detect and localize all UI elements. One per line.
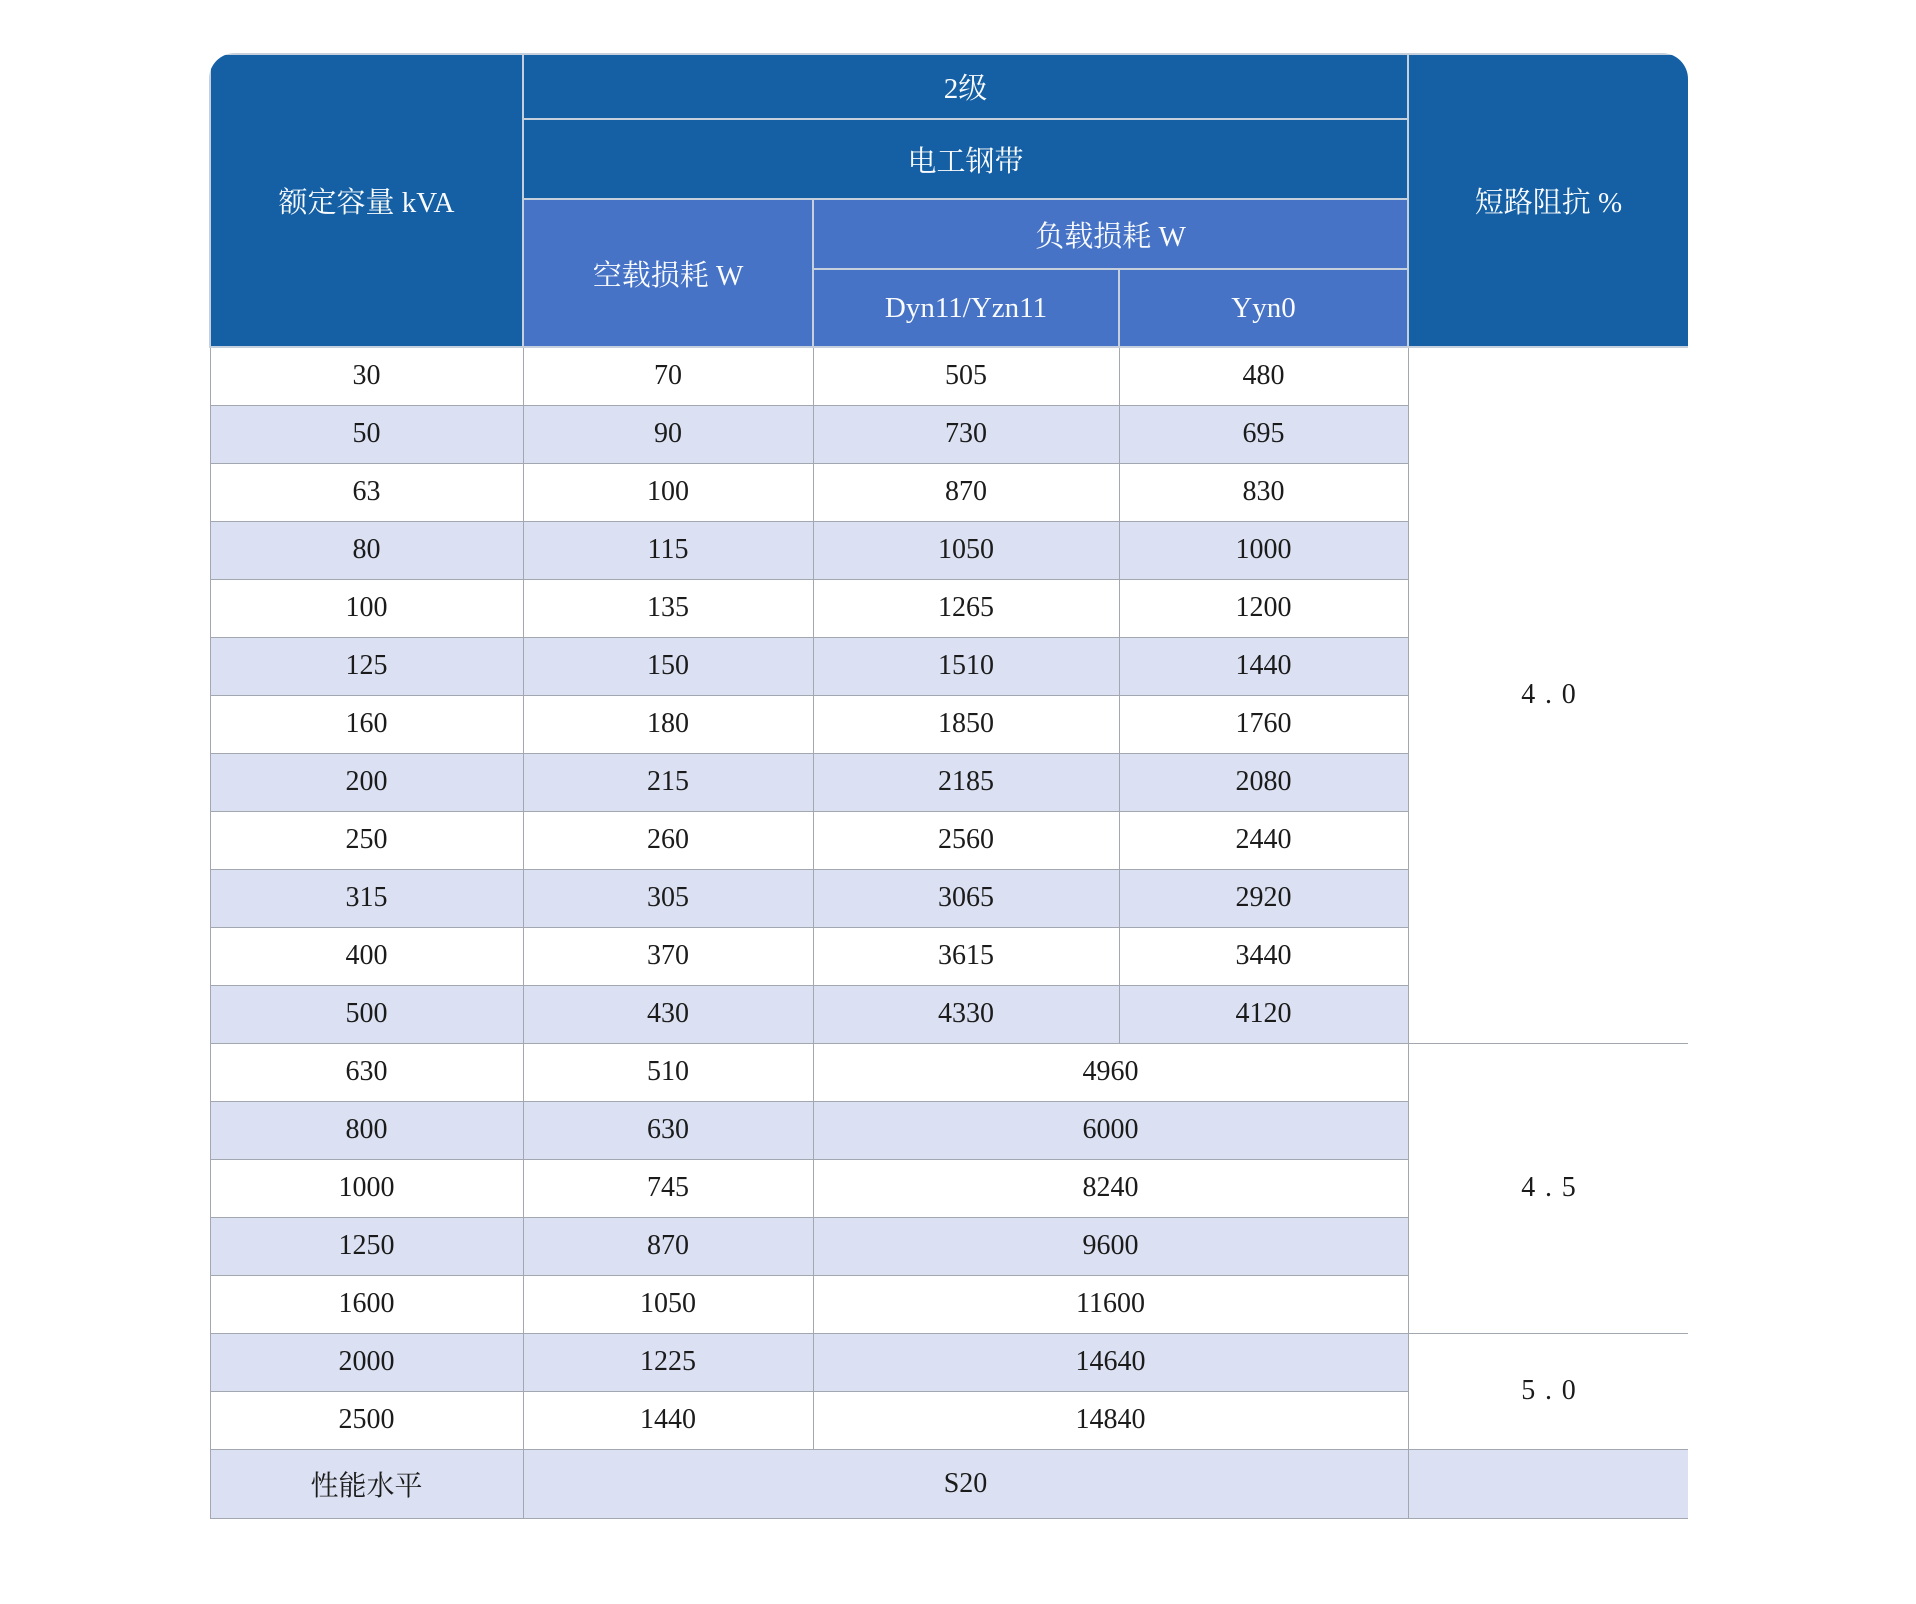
no-load-loss-cell: 630: [523, 1101, 813, 1159]
capacity-cell: 50: [210, 405, 523, 463]
load-loss-merged-cell: 11600: [813, 1275, 1408, 1333]
load-loss-yyn-cell: 695: [1119, 405, 1408, 463]
capacity-cell: 200: [210, 753, 523, 811]
load-loss-yyn-cell: 2080: [1119, 753, 1408, 811]
load-loss-dyn-cell: 1510: [813, 637, 1119, 695]
capacity-cell: 80: [210, 521, 523, 579]
capacity-cell: 630: [210, 1043, 523, 1101]
rated-capacity-header: 额定容量 kVA: [210, 54, 523, 347]
load-loss-dyn-cell: 3065: [813, 869, 1119, 927]
load-loss-merged-cell: 9600: [813, 1217, 1408, 1275]
spec-table-container: [209, 53, 1688, 1519]
no-load-loss-cell: 90: [523, 405, 813, 463]
load-loss-dyn-cell: 2185: [813, 753, 1119, 811]
vector-group-dyn-header: Dyn11/Yzn11: [813, 269, 1119, 347]
load-loss-yyn-cell: 1000: [1119, 521, 1408, 579]
impedance-footer-cell: [1408, 1449, 1688, 1518]
no-load-loss-cell: 260: [523, 811, 813, 869]
level-header: 2级: [523, 54, 1408, 119]
vector-group-yyn-header: Yyn0: [1119, 269, 1408, 347]
load-loss-yyn-cell: 3440: [1119, 927, 1408, 985]
capacity-cell: 400: [210, 927, 523, 985]
load-loss-dyn-cell: 1265: [813, 579, 1119, 637]
transformer-spec-table: [209, 53, 1688, 1519]
no-load-loss-cell: 305: [523, 869, 813, 927]
steel-band-header: 电工钢带: [523, 119, 1408, 199]
footer-row: [210, 1449, 1688, 1518]
capacity-cell: 315: [210, 869, 523, 927]
capacity-cell: 63: [210, 463, 523, 521]
load-loss-dyn-cell: 1850: [813, 695, 1119, 753]
load-loss-header: 负载损耗 W: [813, 199, 1408, 269]
capacity-cell: 100: [210, 579, 523, 637]
table-body: [210, 347, 1688, 1518]
load-loss-dyn-cell: 1050: [813, 521, 1119, 579]
load-loss-dyn-cell: 505: [813, 347, 1119, 405]
load-loss-merged-cell: 14640: [813, 1333, 1408, 1391]
no-load-loss-cell: 150: [523, 637, 813, 695]
no-load-loss-cell: 1225: [523, 1333, 813, 1391]
load-loss-yyn-cell: 1200: [1119, 579, 1408, 637]
no-load-loss-cell: 115: [523, 521, 813, 579]
performance-level-label: 性能水平: [210, 1449, 523, 1518]
load-loss-merged-cell: 14840: [813, 1391, 1408, 1449]
table-header: [210, 54, 1688, 347]
capacity-cell: 160: [210, 695, 523, 753]
header-row-1: [210, 54, 1688, 119]
no-load-loss-cell: 430: [523, 985, 813, 1043]
capacity-cell: 2500: [210, 1391, 523, 1449]
load-loss-dyn-cell: 730: [813, 405, 1119, 463]
load-loss-yyn-cell: 2920: [1119, 869, 1408, 927]
no-load-loss-cell: 135: [523, 579, 813, 637]
short-circuit-impedance-value: 5.0: [1408, 1333, 1688, 1449]
capacity-cell: 800: [210, 1101, 523, 1159]
short-circuit-impedance-value: 4.5: [1408, 1043, 1688, 1333]
no-load-loss-cell: 180: [523, 695, 813, 753]
capacity-cell: 1000: [210, 1159, 523, 1217]
no-load-loss-header: 空载损耗 W: [523, 199, 813, 347]
load-loss-merged-cell: 4960: [813, 1043, 1408, 1101]
no-load-loss-cell: 370: [523, 927, 813, 985]
load-loss-yyn-cell: 1760: [1119, 695, 1408, 753]
load-loss-yyn-cell: 830: [1119, 463, 1408, 521]
capacity-cell: 2000: [210, 1333, 523, 1391]
load-loss-yyn-cell: 4120: [1119, 985, 1408, 1043]
load-loss-dyn-cell: 4330: [813, 985, 1119, 1043]
no-load-loss-cell: 510: [523, 1043, 813, 1101]
no-load-loss-cell: 745: [523, 1159, 813, 1217]
no-load-loss-cell: 70: [523, 347, 813, 405]
load-loss-merged-cell: 6000: [813, 1101, 1408, 1159]
load-loss-dyn-cell: 870: [813, 463, 1119, 521]
load-loss-yyn-cell: 2440: [1119, 811, 1408, 869]
capacity-cell: 1600: [210, 1275, 523, 1333]
no-load-loss-cell: 870: [523, 1217, 813, 1275]
capacity-cell: 1250: [210, 1217, 523, 1275]
performance-level-value: S20: [523, 1449, 1408, 1518]
short-circuit-impedance-value: 4.0: [1408, 347, 1688, 1043]
no-load-loss-cell: 215: [523, 753, 813, 811]
load-loss-yyn-cell: 1440: [1119, 637, 1408, 695]
capacity-cell: 500: [210, 985, 523, 1043]
load-loss-dyn-cell: 3615: [813, 927, 1119, 985]
table-row: [210, 1333, 1688, 1391]
load-loss-dyn-cell: 2560: [813, 811, 1119, 869]
capacity-cell: 250: [210, 811, 523, 869]
load-loss-merged-cell: 8240: [813, 1159, 1408, 1217]
no-load-loss-cell: 1050: [523, 1275, 813, 1333]
table-row: [210, 1043, 1688, 1101]
no-load-loss-cell: 100: [523, 463, 813, 521]
no-load-loss-cell: 1440: [523, 1391, 813, 1449]
capacity-cell: 30: [210, 347, 523, 405]
capacity-cell: 125: [210, 637, 523, 695]
impedance-header: 短路阻抗 %: [1408, 54, 1688, 347]
load-loss-yyn-cell: 480: [1119, 347, 1408, 405]
table-row: [210, 347, 1688, 405]
